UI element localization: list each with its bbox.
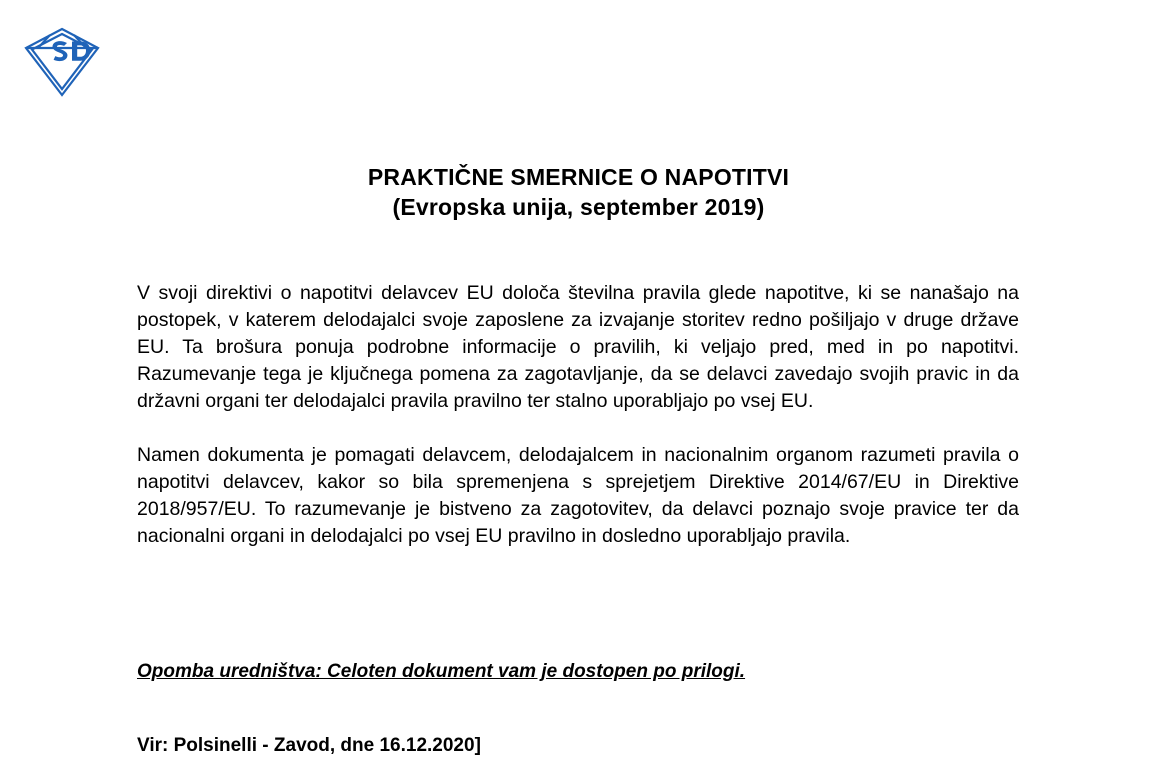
document-title	[0, 162, 1157, 222]
paragraph-1: V svoji direktivi o napotitvi delavcev EU določa številna pravila glede napotitve, ki se nanašajo na postopek, v katerem delodajalci svoje zaposlene za izvajanje storitev redno pošiljajo v druge države EU. Ta brošura ponuja podrobne informacije o pravilih, ki veljajo pred, med in po napotitvi. Razumevanje tega je ključnega pomena za zagotavljanje, da se delavci zavedajo svojih pravic in da državni organi ter delodajalci pravila pravilno ter stalno uporabljajo po vsej EU.	[137, 282, 1019, 412]
document-body	[137, 280, 1019, 550]
footer-source-line: Vir: Polsinelli - Zavod, dne 16.12.2020]	[137, 735, 481, 756]
editor-note: Opomba uredništva: Celoten dokument vam je dostopen po prilogi.	[137, 661, 746, 682]
sd-logo	[20, 26, 104, 98]
paragraph-2: Namen dokumenta je pomagati delavcem, delodajalcem in nacionalnim organom razumeti pravila o napotitvi delavcev, kakor so bila spremenjena s sprejetjem Direktive 2014/67/EU in Direktive 2018/957/EU. To razumevanje je bistveno za zagotovitev, da delavci poznajo svoje pravice ter da nacionalni organi in delodajalci po vsej EU pravilno in dosledno uporabljajo pravila.	[137, 444, 1019, 547]
title-line-1: PRAKTIČNE SMERNICE O NAPOTITVI	[367, 164, 790, 190]
title-line-2: (Evropska unija, september 2019)	[392, 194, 765, 220]
